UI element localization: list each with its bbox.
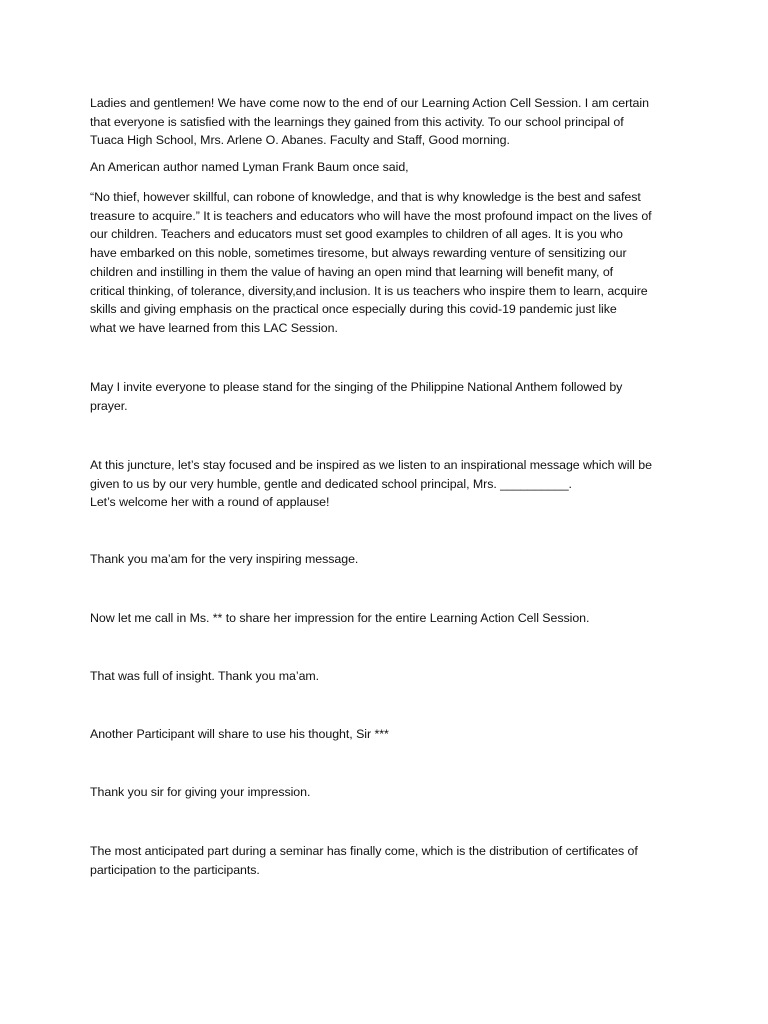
text-line: prayer. xyxy=(90,398,128,413)
text-line: what we have learned from this LAC Session. xyxy=(90,320,338,335)
text-line: that everyone is satisfied with the learnings they gained from this activity. To our school principal of xyxy=(90,114,624,129)
text-line: our children. Teachers and educators must set good examples to children of all ages. It is you who xyxy=(90,227,623,242)
insight-thanks-paragraph xyxy=(90,667,690,686)
text-line: Ladies and gentlemen! We have come now to the end of our Learning Action Cell Session. I am certain xyxy=(90,96,649,110)
text-line: participation to the participants. xyxy=(90,862,260,877)
text-line: At this juncture, let’s stay focused and be inspired as we listen to an inspirational message which will be xyxy=(90,458,652,472)
national-anthem-paragraph xyxy=(90,378,690,415)
opening-greeting-paragraph xyxy=(90,94,690,150)
another-participant-paragraph xyxy=(90,725,690,744)
thank-you-sir-paragraph xyxy=(90,783,690,802)
text-line: children and instilling in them the value of having an open mind that learning will benefit many, of xyxy=(90,264,614,279)
text-line: Thank you sir for giving your impression. xyxy=(90,785,311,799)
quote-paragraph xyxy=(90,188,690,338)
text-line: Now let me call in Ms. ** to share her impression for the entire Learning Action Cell Session. xyxy=(90,611,590,625)
impression-call-paragraph xyxy=(90,609,690,628)
text-line: Let’s welcome her with a round of applause! xyxy=(90,495,330,510)
text-line: skills and giving emphasis on the practical once especially during this covid-19 pandemic just like xyxy=(90,302,617,317)
inspirational-message-paragraph xyxy=(90,456,690,512)
text-line: “No thief, however skillful, can robone of knowledge, and that is why knowledge is the best and safest xyxy=(90,190,641,204)
text-line: Another Participant will share to use his thought, Sir *** xyxy=(90,727,389,741)
text-line: That was full of insight. Thank you ma’am. xyxy=(90,669,320,683)
text-line: An American author named Lyman Frank Baum once said, xyxy=(90,160,409,174)
quote-intro-paragraph xyxy=(90,158,690,177)
text-line: critical thinking, of tolerance, diversity,and inclusion. It is us teachers who inspire them to learn, acquire xyxy=(90,283,648,298)
text-line: The most anticipated part during a seminar has finally come, which is the distribution of certificates of xyxy=(90,844,638,858)
text-line: have embarked on this noble, sometimes tiresome, but always rewarding venture of sensitizing our xyxy=(90,246,627,261)
thank-you-principal-paragraph xyxy=(90,550,690,569)
text-line: Tuaca High School, Mrs. Arlene O. Abanes. Faculty and Staff, Good morning. xyxy=(90,133,510,148)
certificates-paragraph xyxy=(90,842,690,879)
text-line: treasure to acquire.” It is teachers and educators who will have the most profound impact on the lives of xyxy=(90,208,652,223)
text-line: Thank you ma’am for the very inspiring message. xyxy=(90,552,359,566)
text-line: May I invite everyone to please stand for the singing of the Philippine National Anthem followed by xyxy=(90,380,623,394)
text-line: given to us by our very humble, gentle and dedicated school principal, Mrs. __________. xyxy=(90,476,572,491)
